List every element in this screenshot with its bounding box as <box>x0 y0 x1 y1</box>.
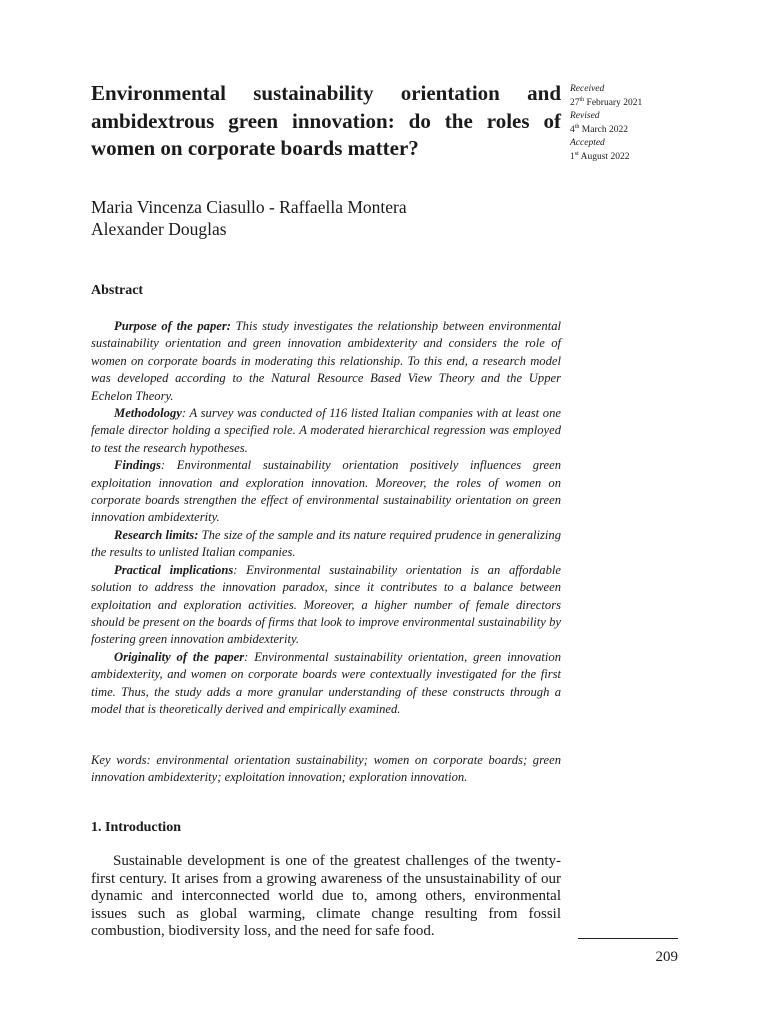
keywords: Key words: environmental orientation sustainability; women on corporate boards; green innovation ambidexterity; exploitation innovation; exploration innovation. <box>91 753 561 785</box>
practical-label: Practical implications <box>114 562 234 577</box>
accepted-label: Accepted <box>570 138 605 149</box>
authors-line-2: Alexander Douglas <box>91 219 227 239</box>
limits-text: The size of the sample and its nature required prudence in generalizing the results to unlisted Italian companies. <box>91 527 561 560</box>
received-label: Received <box>570 84 605 94</box>
abstract-originality <box>91 649 561 719</box>
revised-day: 4 <box>570 124 575 135</box>
author-list <box>91 196 561 240</box>
revised-label: Revised <box>570 111 600 122</box>
originality-label: Originality of the paper <box>114 649 245 664</box>
received-day: 27 <box>570 97 580 108</box>
abstract-research-limits <box>91 527 561 562</box>
abstract-methodology <box>91 405 561 457</box>
accepted-suffix: st <box>574 150 579 157</box>
abstract-body <box>91 318 561 718</box>
accepted-day: 1 <box>570 151 575 162</box>
practical-text: : Environmental sustainability orientation is an affordable solution to address the innovation paradox, since it contributes to a balance between exploitation and exploration activities. Moreover, a higher number of female directors should be present on the boards of firms that look to improve environmental sustainability by fostering green innovation ambidexterity. <box>91 562 561 647</box>
introduction-paragraph: Sustainable development is one of the greatest challenges of the twenty-first century. It arises from a growing awareness of the unsustainability of our dynamic and interconnected world due to, among others, environmental issues such as global warming, climate change resulting from fossil combustion, biodiversity loss, and the need for safe food. <box>91 853 561 940</box>
originality-text: : Environmental sustainability orientation, green innovation ambidexterity, and women on corporate boards were contextually investigated for the first time. Thus, the study adds a more granular understanding of these constructs through a model that is theoretically derived and empirically examined. <box>91 649 562 716</box>
limits-label: Research limits: <box>114 527 199 542</box>
revised-date <box>570 122 680 136</box>
methodology-text: : A survey was conducted of 116 listed Italian companies with at least one female director holding a specified role. A moderated hierarchical regression was employed to test the research hypotheses. <box>91 406 561 455</box>
methodology-label: Methodology <box>114 406 182 421</box>
findings-text: : Environmental sustainability orientation positively influences green exploitation innovation and exploration innovation. Moreover, the roles of women on corporate boards strengthen the effect of environmental sustainability orientation on green innovation ambidexterity. <box>91 458 561 525</box>
introduction-heading: 1. Introduction <box>91 820 181 835</box>
paper-title: Environmental sustainability orientation and ambidextrous green innovation: do the roles of women on corporate boards matter? <box>91 81 561 160</box>
page-number: 209 <box>655 949 678 965</box>
purpose-text: This study investigates the relationship between environmental sustainability orientation and green innovation ambidexterity and considers the role of women on corporate boards in moderating this relationship. To this end, a research model was developed according to the Natural Resource Based View Theory and the Upper Echelon Theory. <box>91 319 561 403</box>
abstract-practical-implications <box>91 562 561 649</box>
revised-suffix: th <box>574 123 580 130</box>
purpose-label: Purpose of the paper: <box>114 319 231 333</box>
authors-line-1: Maria Vincenza Ciasullo - Raffaella Montera <box>91 197 407 217</box>
received-month-year: February 2021 <box>584 97 643 108</box>
footnote-divider <box>578 938 678 939</box>
abstract-purpose <box>91 318 561 405</box>
findings-label: Findings <box>114 458 161 473</box>
received-date <box>570 95 680 109</box>
abstract-heading: Abstract <box>91 283 144 298</box>
accepted-date <box>570 149 680 163</box>
submission-dates <box>570 84 680 165</box>
abstract-findings <box>91 457 561 527</box>
received-suffix: th <box>579 96 585 103</box>
accepted-month-year: August 2022 <box>578 151 630 162</box>
revised-month-year: March 2022 <box>579 124 628 135</box>
